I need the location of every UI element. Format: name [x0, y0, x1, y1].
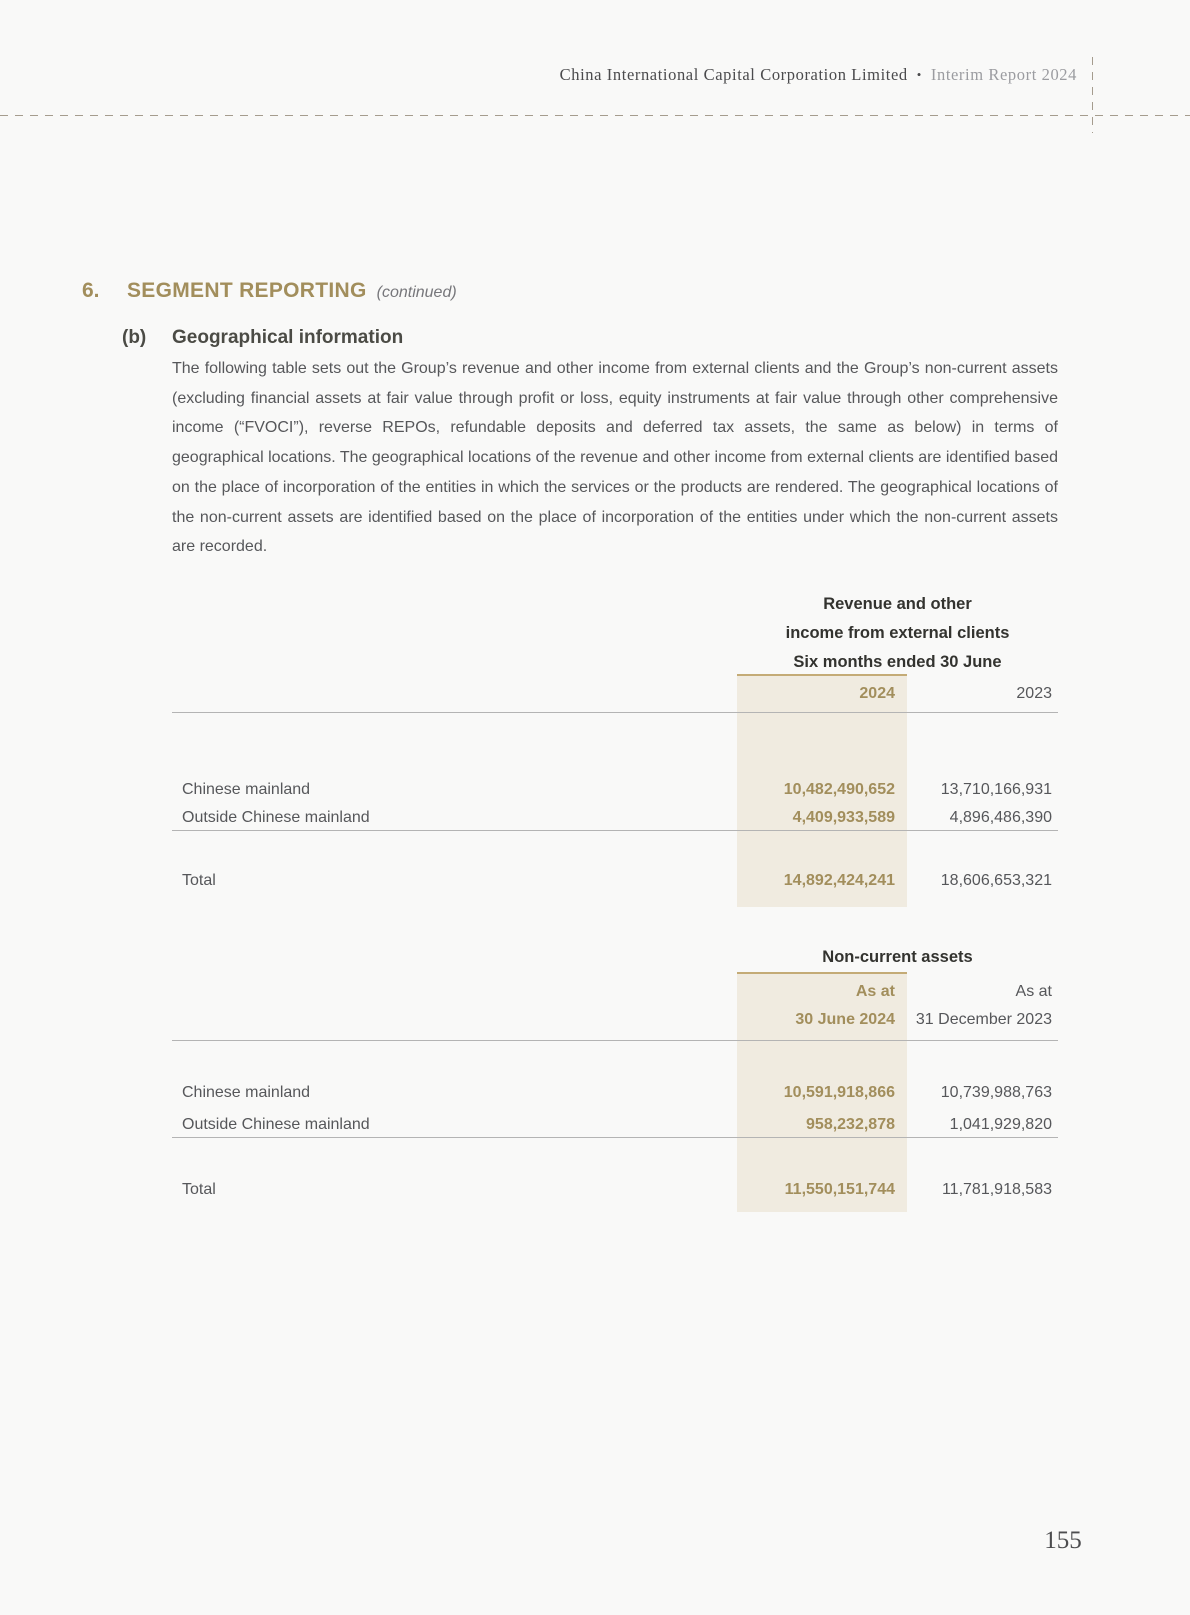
row-label: Outside Chinese mainland — [182, 1116, 370, 1133]
value-prior: 1,041,929,820 — [949, 1116, 1052, 1133]
row-label: Total — [182, 1181, 216, 1198]
as-at-prior-header: As at — [1015, 983, 1052, 1000]
as-at-header-row — [172, 978, 1058, 1006]
table-rule — [172, 1040, 1058, 1041]
row-label: Chinese mainland — [182, 781, 311, 798]
value-2023: 4,896,486,390 — [949, 809, 1052, 826]
revenue-table-header-line2: income from external clients — [785, 624, 1010, 642]
section-continued-note: (continued) — [376, 284, 457, 301]
table-rule — [172, 1137, 1058, 1138]
date-current-header: 30 June 2024 — [795, 1011, 895, 1028]
running-header — [560, 65, 1077, 85]
date-prior-header: 31 December 2023 — [915, 1011, 1052, 1028]
table-row-outside-chinese-mainland — [172, 1111, 1058, 1139]
year-2023-header: 2023 — [1016, 685, 1052, 702]
report-title: Interim Report 2024 — [930, 65, 1077, 84]
revenue-table-header — [737, 590, 1058, 677]
table-rule — [172, 830, 1058, 831]
table-row-total — [172, 867, 1058, 895]
year-header-row — [172, 680, 1058, 708]
as-at-current-header: As at — [855, 983, 895, 1000]
table-row-outside-chinese-mainland — [172, 804, 1058, 832]
table-row-chinese-mainland — [172, 1079, 1058, 1107]
year-2024-header: 2024 — [859, 685, 895, 702]
table-row-total — [172, 1176, 1058, 1204]
separator-bullet: • — [916, 67, 922, 82]
subsection-label: (b) — [122, 327, 147, 348]
value-current: 958,232,878 — [806, 1116, 895, 1133]
row-label: Outside Chinese mainland — [182, 809, 370, 826]
company-name: China International Capital Corporation Limited — [559, 65, 908, 84]
total-value-2023: 18,606,653,321 — [940, 872, 1052, 889]
value-2023: 13,710,166,931 — [940, 781, 1052, 798]
section-number: 6. — [82, 279, 100, 302]
value-current: 10,591,918,866 — [783, 1084, 895, 1101]
body-paragraph: The following table sets out the Group’s revenue and other income from external clients and the Group’s non-current assets (excluding financial assets at fair value through profit or loss, equity instruments at fair value through other comprehensive income (“FVOCI”), reverse REPOs, refundable deposits and deferred tax assets, the same as below) in terms of geographical locations. The geographical locations of the revenue and other income from external clients are identified based on the place of incorporation of the entities in which the services or the products are rendered. The geographical locations of the non-current assets are identified based on the place of incorporation of the entities under which the non-current assets are recorded. — [172, 360, 1058, 556]
row-label: Total — [182, 872, 216, 889]
assets-table-title: Non-current assets — [822, 948, 973, 966]
total-value-2024: 14,892,424,241 — [783, 872, 895, 889]
revenue-table-header-line1: Revenue and other — [823, 595, 972, 613]
revenue-table-header-line3: Six months ended 30 June — [793, 653, 1002, 671]
date-header-row — [172, 1006, 1058, 1034]
subsection-heading — [122, 325, 403, 351]
dashed-divider-vertical — [1092, 57, 1093, 133]
table-rule — [172, 712, 1058, 713]
revenue-table — [172, 590, 1058, 907]
assets-table — [172, 940, 1058, 1212]
total-value-prior: 11,781,918,583 — [941, 1181, 1052, 1198]
value-prior: 10,739,988,763 — [940, 1084, 1052, 1101]
dashed-divider-horizontal — [0, 115, 1190, 116]
value-2024: 4,409,933,589 — [792, 809, 895, 826]
subsection-title: Geographical information — [172, 327, 404, 348]
table-row-chinese-mainland — [172, 776, 1058, 804]
section-title: SEGMENT REPORTING — [127, 279, 367, 302]
total-value-current: 11,550,151,744 — [784, 1181, 895, 1198]
page-number: 155 — [1044, 1527, 1082, 1554]
value-2024: 10,482,490,652 — [783, 781, 895, 798]
section-heading — [82, 277, 457, 307]
row-label: Chinese mainland — [182, 1084, 311, 1101]
